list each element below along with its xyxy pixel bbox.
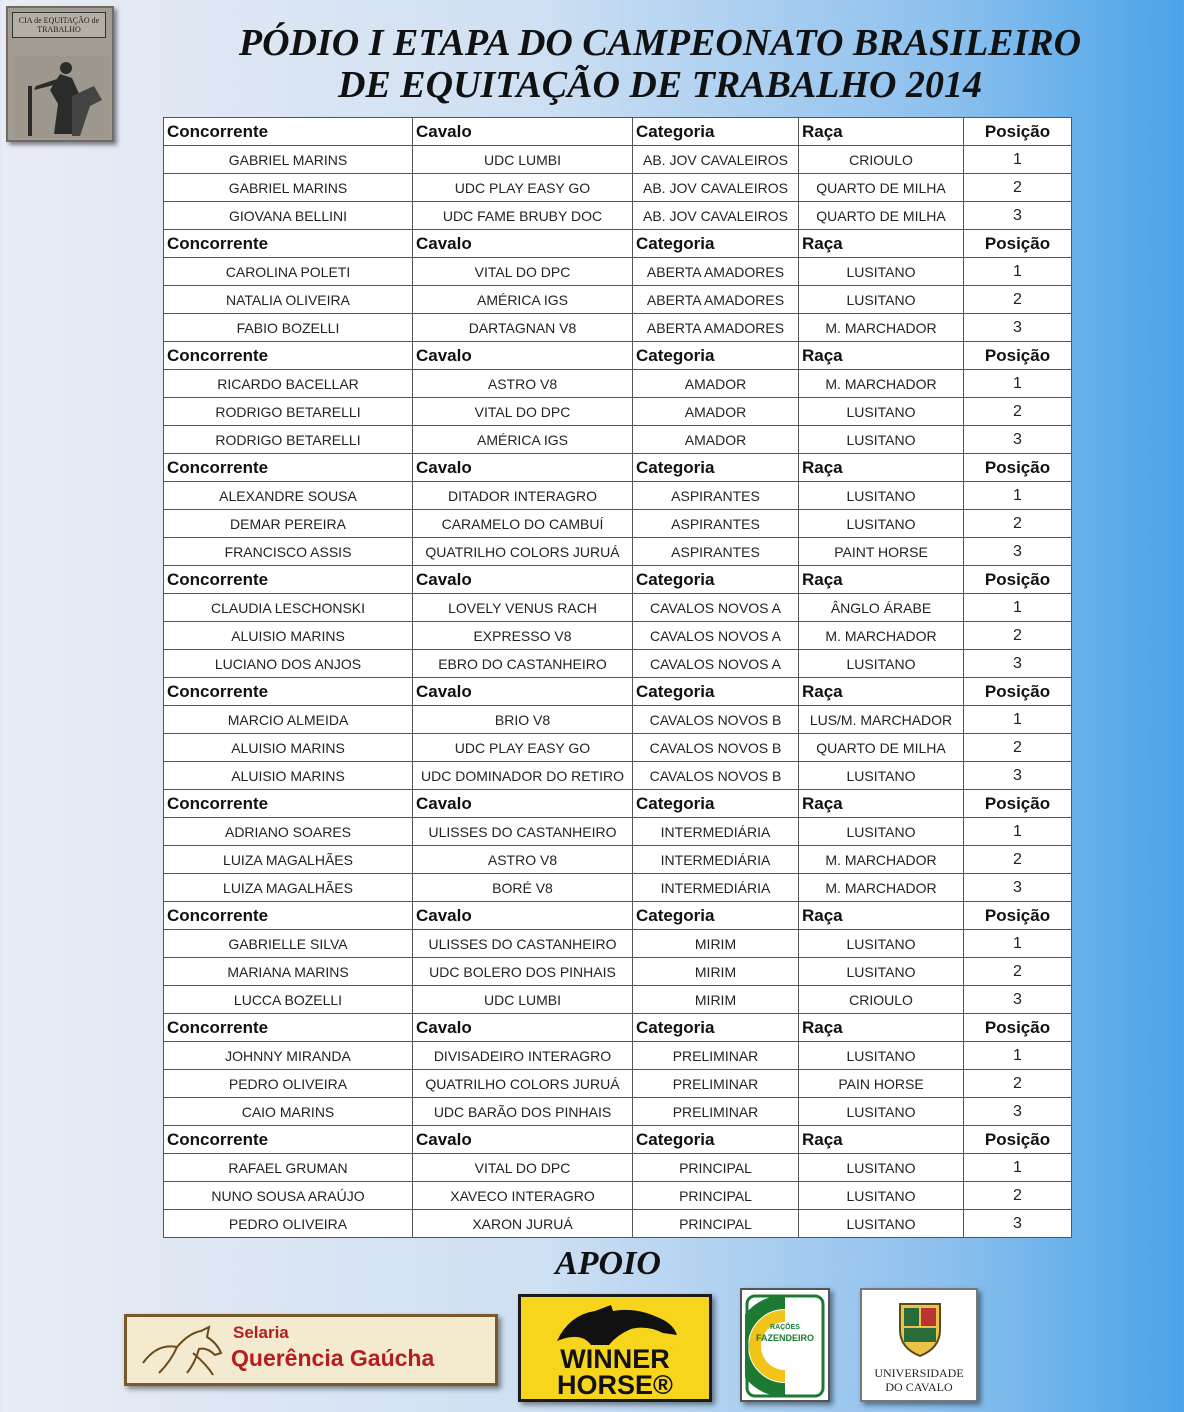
column-header: Raça [799,790,964,818]
table-cell: GIOVANA BELLINI [164,202,413,230]
table-cell: RICARDO BACELLAR [164,370,413,398]
table-cell: MIRIM [633,986,799,1014]
column-header: Posição [964,230,1072,258]
table-cell: FABIO BOZELLI [164,314,413,342]
table-row [164,762,1072,790]
table-cell: PRINCIPAL [633,1210,799,1238]
table-cell: 1 [964,1154,1072,1182]
column-header: Raça [799,1126,964,1154]
table-cell: LUSITANO [799,1154,964,1182]
racoes-line-2: FAZENDEIRO [755,1333,814,1343]
column-header: Cavalo [413,902,633,930]
column-header: Posição [964,1014,1072,1042]
table-cell: VITAL DO DPC [413,1154,633,1182]
table-cell: LUIZA MAGALHÃES [164,874,413,902]
table-cell: 1 [964,1042,1072,1070]
table-cell: PAINT HORSE [799,538,964,566]
table-cell: AB. JOV CAVALEIROS [633,202,799,230]
table-cell: DARTAGNAN V8 [413,314,633,342]
column-header: Raça [799,118,964,146]
table-row [164,958,1072,986]
table-cell: 1 [964,930,1072,958]
table-cell: 2 [964,1070,1072,1098]
table-header-row [164,230,1072,258]
column-header: Raça [799,1014,964,1042]
racoes-emblem-icon [745,1294,825,1398]
table-cell: LUS/M. MARCHADOR [799,706,964,734]
table-row [164,398,1072,426]
table-header-row [164,454,1072,482]
table-row [164,286,1072,314]
table-cell: UDC LUMBI [413,986,633,1014]
table-cell: ABERTA AMADORES [633,258,799,286]
column-header: Concorrente [164,678,413,706]
horse-outline-icon [137,1323,229,1379]
column-header: Posição [964,454,1072,482]
table-cell: INTERMEDIÁRIA [633,874,799,902]
table-cell: ASTRO V8 [413,370,633,398]
column-header: Concorrente [164,790,413,818]
table-cell: 2 [964,286,1072,314]
table-cell: ULISSES DO CASTANHEIRO [413,930,633,958]
column-header: Posição [964,902,1072,930]
table-header-row [164,902,1072,930]
table-header-row [164,118,1072,146]
universidade-line-1: UNIVERSIDADE [874,1366,964,1380]
table-cell: MARIANA MARINS [164,958,413,986]
table-header-row [164,342,1072,370]
table-cell: AMADOR [633,370,799,398]
table-cell: ABERTA AMADORES [633,314,799,342]
table-cell: M. MARCHADOR [799,874,964,902]
table-row [164,1154,1072,1182]
table-cell: LUIZA MAGALHÃES [164,846,413,874]
table-cell: AB. JOV CAVALEIROS [633,146,799,174]
table-cell: LUSITANO [799,1098,964,1126]
column-header: Categoria [633,230,799,258]
table-row [164,482,1072,510]
table-cell: LUCCA BOZELLI [164,986,413,1014]
table-row [164,1042,1072,1070]
table-cell: EXPRESSO V8 [413,622,633,650]
column-header: Concorrente [164,342,413,370]
table-cell: LUSITANO [799,930,964,958]
column-header: Concorrente [164,230,413,258]
table-cell: VITAL DO DPC [413,398,633,426]
table-cell: ASTRO V8 [413,846,633,874]
table-row [164,1098,1072,1126]
table-cell: 3 [964,1210,1072,1238]
table-cell: AB. JOV CAVALEIROS [633,174,799,202]
column-header: Categoria [633,902,799,930]
table-row [164,202,1072,230]
table-cell: 2 [964,846,1072,874]
table-cell: CAROLINA POLETI [164,258,413,286]
table-cell: BRIO V8 [413,706,633,734]
table-cell: NUNO SOUSA ARAÚJO [164,1182,413,1210]
column-header: Posição [964,566,1072,594]
table-cell: 3 [964,650,1072,678]
column-header: Raça [799,902,964,930]
table-cell: RODRIGO BETARELLI [164,426,413,454]
table-cell: ALUISIO MARINS [164,734,413,762]
table-row [164,734,1072,762]
table-cell: MIRIM [633,930,799,958]
column-header: Posição [964,678,1072,706]
table-cell: 3 [964,1098,1072,1126]
table-row [164,818,1072,846]
table-cell: CAIO MARINS [164,1098,413,1126]
table-cell: 1 [964,258,1072,286]
table-cell: LUSITANO [799,258,964,286]
table-cell: AMÉRICA IGS [413,426,633,454]
sponsor-universidade-do-cavalo [860,1288,978,1402]
table-cell: CARAMELO DO CAMBUÍ [413,510,633,538]
column-header: Posição [964,118,1072,146]
page-title [180,22,1140,106]
table-cell: CRIOULO [799,986,964,1014]
table-cell: CLAUDIA LESCHONSKI [164,594,413,622]
cia-logo [6,6,114,142]
table-cell: UDC BOLERO DOS PINHAIS [413,958,633,986]
table-cell: PRINCIPAL [633,1182,799,1210]
column-header: Concorrente [164,1014,413,1042]
column-header: Cavalo [413,566,633,594]
column-header: Categoria [633,454,799,482]
table-cell: M. MARCHADOR [799,370,964,398]
table-cell: 3 [964,538,1072,566]
table-cell: M. MARCHADOR [799,622,964,650]
column-header: Categoria [633,118,799,146]
column-header: Posição [964,1126,1072,1154]
table-cell: 2 [964,174,1072,202]
table-cell: 1 [964,706,1072,734]
table-cell: ÂNGLO ÁRABE [799,594,964,622]
results-table [163,117,1072,1238]
column-header: Cavalo [413,1126,633,1154]
table-row [164,258,1072,286]
winner-line-2: HORSE® [557,1370,673,1400]
column-header: Categoria [633,678,799,706]
table-cell: 2 [964,734,1072,762]
table-header-row [164,1126,1072,1154]
column-header: Cavalo [413,230,633,258]
table-cell: UDC DOMINADOR DO RETIRO [413,762,633,790]
column-header: Raça [799,342,964,370]
table-row [164,174,1072,202]
table-cell: LUSITANO [799,1182,964,1210]
column-header: Raça [799,678,964,706]
table-cell: GABRIELLE SILVA [164,930,413,958]
column-header: Concorrente [164,454,413,482]
table-row [164,510,1072,538]
table-cell: LUSITANO [799,1042,964,1070]
table-cell: XAVECO INTERAGRO [413,1182,633,1210]
table-cell: LUSITANO [799,650,964,678]
table-cell: CAVALOS NOVOS B [633,706,799,734]
table-row [164,314,1072,342]
table-cell: M. MARCHADOR [799,314,964,342]
table-cell: 3 [964,426,1072,454]
table-cell: AMÉRICA IGS [413,286,633,314]
table-row [164,146,1072,174]
table-cell: PRELIMINAR [633,1042,799,1070]
column-header: Concorrente [164,118,413,146]
table-cell: AMADOR [633,426,799,454]
table-cell: 2 [964,622,1072,650]
table-cell: LUSITANO [799,958,964,986]
table-cell: PRELIMINAR [633,1098,799,1126]
table-row [164,846,1072,874]
table-cell: LUSITANO [799,762,964,790]
table-cell: UDC FAME BRUBY DOC [413,202,633,230]
table-header-row [164,566,1072,594]
column-header: Concorrente [164,1126,413,1154]
table-cell: 1 [964,146,1072,174]
table-cell: LUCIANO DOS ANJOS [164,650,413,678]
table-cell: 2 [964,398,1072,426]
table-cell: ALEXANDRE SOUSA [164,482,413,510]
table-cell: M. MARCHADOR [799,846,964,874]
table-row [164,1070,1072,1098]
table-cell: CAVALOS NOVOS B [633,762,799,790]
column-header: Raça [799,230,964,258]
table-cell: 3 [964,314,1072,342]
table-cell: 1 [964,370,1072,398]
table-row [164,706,1072,734]
table-row [164,874,1072,902]
table-cell: ALUISIO MARINS [164,622,413,650]
table-cell: LUSITANO [799,1210,964,1238]
table-cell: LOVELY VENUS RACH [413,594,633,622]
table-cell: UDC BARÃO DOS PINHAIS [413,1098,633,1126]
table-header-row [164,790,1072,818]
table-cell: LUSITANO [799,398,964,426]
table-cell: MARCIO ALMEIDA [164,706,413,734]
table-cell: UDC PLAY EASY GO [413,174,633,202]
table-row [164,426,1072,454]
table-row [164,538,1072,566]
table-cell: 2 [964,1182,1072,1210]
table-cell: PEDRO OLIVEIRA [164,1070,413,1098]
table-row [164,650,1072,678]
table-cell: CAVALOS NOVOS B [633,734,799,762]
table-cell: 3 [964,762,1072,790]
table-cell: INTERMEDIÁRIA [633,818,799,846]
title-line-1: PÓDIO I ETAPA DO CAMPEONATO BRASILEIRO [238,22,1082,64]
sponsor-winner-horse [518,1294,712,1402]
column-header: Cavalo [413,454,633,482]
table-cell: QUATRILHO COLORS JURUÁ [413,538,633,566]
table-cell: 3 [964,986,1072,1014]
table-cell: QUARTO DE MILHA [799,174,964,202]
table-cell: BORÉ V8 [413,874,633,902]
table-cell: ASPIRANTES [633,482,799,510]
table-cell: 2 [964,958,1072,986]
table-cell: LUSITANO [799,426,964,454]
title-line-2: DE EQUITAÇÃO DE TRABALHO 2014 [338,64,982,106]
table-cell: PAIN HORSE [799,1070,964,1098]
table-cell: RAFAEL GRUMAN [164,1154,413,1182]
table-cell: QUARTO DE MILHA [799,734,964,762]
column-header: Cavalo [413,342,633,370]
table-cell: RODRIGO BETARELLI [164,398,413,426]
table-cell: CAVALOS NOVOS A [633,622,799,650]
table-cell: JOHNNY MIRANDA [164,1042,413,1070]
column-header: Cavalo [413,678,633,706]
table-cell: LUSITANO [799,286,964,314]
column-header: Raça [799,566,964,594]
table-cell: LUSITANO [799,818,964,846]
table-header-row [164,678,1072,706]
horse-rider-icon [14,56,110,138]
column-header: Categoria [633,1014,799,1042]
table-row [164,986,1072,1014]
universidade-line-2: DO CAVALO [885,1380,953,1394]
table-cell: XARON JURUÁ [413,1210,633,1238]
table-row [164,370,1072,398]
table-cell: LUSITANO [799,482,964,510]
table-cell: VITAL DO DPC [413,258,633,286]
sponsor-selaria-querencia-gaucha [124,1314,498,1386]
table-cell: INTERMEDIÁRIA [633,846,799,874]
table-cell: AMADOR [633,398,799,426]
column-header: Cavalo [413,118,633,146]
table-cell: PEDRO OLIVEIRA [164,1210,413,1238]
universidade-name [862,1366,976,1394]
table-cell: 2 [964,510,1072,538]
table-row [164,1182,1072,1210]
column-header: Posição [964,342,1072,370]
apoio-heading: APOIO [555,1245,661,1282]
column-header: Categoria [633,566,799,594]
table-cell: QUARTO DE MILHA [799,202,964,230]
table-cell: ULISSES DO CASTANHEIRO [413,818,633,846]
table-cell: DIVISADEIRO INTERAGRO [413,1042,633,1070]
column-header: Concorrente [164,902,413,930]
horse-head-icon [551,1301,681,1347]
racoes-line-1: RAÇÕES [770,1324,800,1331]
winner-line-1: WINNER [560,1344,670,1374]
table-cell: CAVALOS NOVOS A [633,650,799,678]
table-cell: ALUISIO MARINS [164,762,413,790]
column-header: Concorrente [164,566,413,594]
table-cell: MIRIM [633,958,799,986]
column-header: Categoria [633,1126,799,1154]
table-cell: FRANCISCO ASSIS [164,538,413,566]
table-cell: UDC LUMBI [413,146,633,174]
table-cell: ASPIRANTES [633,510,799,538]
column-header: Posição [964,790,1072,818]
table-cell: QUATRILHO COLORS JURUÁ [413,1070,633,1098]
column-header: Cavalo [413,790,633,818]
table-cell: CRIOULO [799,146,964,174]
crest-icon [896,1300,944,1358]
table-cell: 1 [964,594,1072,622]
column-header: Raça [799,454,964,482]
column-header: Cavalo [413,1014,633,1042]
cia-logo-text: CIA de EQUITAÇÃO de TRABALHO [12,12,106,38]
table-header-row [164,1014,1072,1042]
table-cell: LUSITANO [799,510,964,538]
table-cell: UDC PLAY EASY GO [413,734,633,762]
table-cell: ABERTA AMADORES [633,286,799,314]
table-cell: DITADOR INTERAGRO [413,482,633,510]
table-cell: PRELIMINAR [633,1070,799,1098]
table-row [164,1210,1072,1238]
table-cell: GABRIEL MARINS [164,174,413,202]
table-cell: GABRIEL MARINS [164,146,413,174]
table-cell: ASPIRANTES [633,538,799,566]
table-row [164,594,1072,622]
table-cell: 3 [964,874,1072,902]
table-row [164,930,1072,958]
table-cell: 1 [964,482,1072,510]
sponsor-racoes-fazendeiro [740,1288,830,1402]
table-cell: ADRIANO SOARES [164,818,413,846]
table-cell: NATALIA OLIVEIRA [164,286,413,314]
table-cell: 3 [964,202,1072,230]
table-row [164,622,1072,650]
table-cell: DEMAR PEREIRA [164,510,413,538]
table-cell: PRINCIPAL [633,1154,799,1182]
selaria-line-2: Querência Gaúcha [231,1345,435,1371]
table-cell: 1 [964,818,1072,846]
selaria-line-1: Selaria [233,1323,289,1342]
table-cell: CAVALOS NOVOS A [633,594,799,622]
column-header: Categoria [633,790,799,818]
table-cell: EBRO DO CASTANHEIRO [413,650,633,678]
column-header: Categoria [633,342,799,370]
